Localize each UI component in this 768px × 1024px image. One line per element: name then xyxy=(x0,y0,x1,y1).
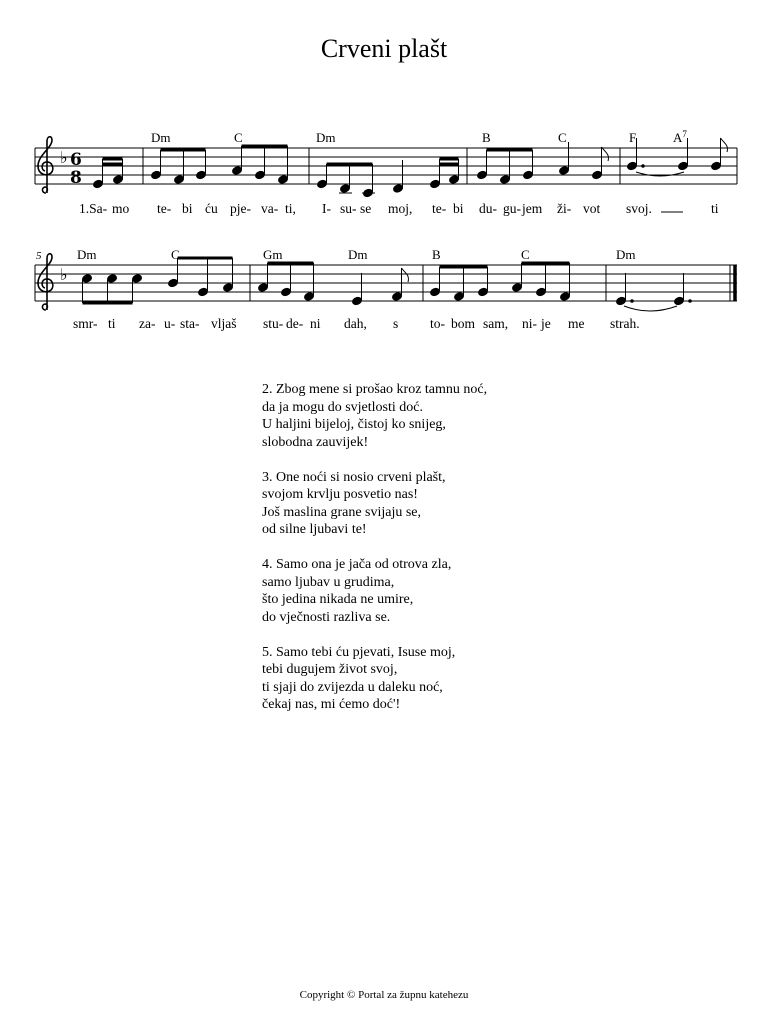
lyric-syllable: va- xyxy=(261,201,279,216)
verse-line: ti sjaji do zvijezda u daleku noć, xyxy=(262,679,443,695)
chord: Dm xyxy=(348,247,368,262)
lyric-syllable: za- xyxy=(139,316,156,331)
lyric-syllable: su- xyxy=(340,201,357,216)
chord: Dm xyxy=(151,130,171,145)
verse-line: U haljini bijeloj, čistoj ko snijeg, xyxy=(262,417,446,432)
copyright-notice: Copyright © Portal za župnu katehezu xyxy=(299,989,469,1001)
lyric-syllable: jem xyxy=(522,201,543,216)
sheet-music xyxy=(0,0,768,360)
lyric-syllable: ti xyxy=(711,201,719,216)
lyric-syllable: to- xyxy=(430,316,445,331)
lyric-syllable: bi xyxy=(453,201,464,216)
lyric-syllable: stu- xyxy=(263,316,284,331)
chord: B xyxy=(432,247,441,262)
lyric-syllable: du- xyxy=(479,201,497,216)
lyric-syllable: ni xyxy=(310,316,321,331)
chord: $A^7$ xyxy=(673,129,687,145)
lyric-syllable: vljaš xyxy=(211,316,237,331)
lyric-syllable: ni- xyxy=(522,316,537,331)
lyric-syllable: mo xyxy=(112,201,130,216)
verse-line: čekaj nas, mi ćemo doć'! xyxy=(262,697,401,712)
verse-line: do vječnosti razliva se. xyxy=(262,609,391,625)
chord: C xyxy=(171,247,180,262)
verse-line: 3. One noći si nosio crveni plašt, xyxy=(262,469,446,485)
lyric-syllable: je xyxy=(541,316,551,331)
lyric-syllable: me xyxy=(568,316,585,331)
notes-system-1 xyxy=(93,138,728,198)
verse-line: samo ljubav u grudima, xyxy=(262,574,395,590)
chord: C xyxy=(521,247,530,262)
staff-system-2 xyxy=(35,247,737,331)
lyric-syllable: bom xyxy=(451,316,476,331)
flat-icon: ♭ xyxy=(60,148,68,167)
lyrics-system-1 xyxy=(79,201,719,216)
verse-line: slobodna zauvijek! xyxy=(262,434,369,450)
time-signature-top: 6 xyxy=(70,150,82,170)
verse-line: svojom krvlju posvetio nas! xyxy=(262,487,418,502)
verse-3 xyxy=(262,469,487,539)
lyric-syllable: ži- xyxy=(557,201,572,216)
notes-system-2 xyxy=(82,258,692,311)
chord: C xyxy=(234,130,243,145)
lyric-syllable: bi xyxy=(182,201,193,216)
verses xyxy=(262,381,487,731)
lyric-syllable: 1.Sa- xyxy=(79,201,108,216)
lyric-syllable: ti, xyxy=(285,201,296,216)
lyric-syllable: I- xyxy=(322,201,331,216)
verse-2 xyxy=(262,381,487,451)
verse-4 xyxy=(262,556,487,626)
lyrics-system-2 xyxy=(73,316,640,331)
verse-line: od silne ljubavi te! xyxy=(262,522,367,537)
verse-line: 5. Samo tebi ću pjevati, Isuse moj, xyxy=(262,644,456,660)
verse-line: Još maslina grane svijaju se, xyxy=(262,504,422,520)
chord: B xyxy=(482,130,491,145)
lyric-syllable: pje- xyxy=(230,201,251,216)
treble-clef-icon xyxy=(38,137,53,193)
lyric-syllable: s xyxy=(393,316,399,331)
lyric-syllable: ti xyxy=(108,316,116,331)
lyric-syllable: ću xyxy=(205,201,218,216)
lyric-syllable: dah, xyxy=(344,316,367,331)
lyric-syllable: te- xyxy=(157,201,172,216)
lyric-syllable: gu- xyxy=(503,201,521,216)
staff-system-1 xyxy=(35,129,737,216)
verse-5 xyxy=(262,644,487,714)
chord: C xyxy=(558,130,567,145)
lyric-syllable: vot xyxy=(583,201,601,216)
lyric-syllable: se xyxy=(360,201,372,216)
chord: Dm xyxy=(616,247,636,262)
lyric-syllable: u- xyxy=(164,316,176,331)
chord: Dm xyxy=(316,130,336,145)
verse-line: tebi dugujem život svoj, xyxy=(262,662,398,677)
verse-line: da ja mogu do svjetlosti doć. xyxy=(262,399,423,415)
chord: Dm xyxy=(77,247,97,262)
verse-line: 4. Samo ona je jača od otrova zla, xyxy=(262,557,452,572)
lyric-syllable: sam, xyxy=(483,316,509,331)
page-title: Crveni plašt xyxy=(320,34,448,63)
lyric-syllable: moj, xyxy=(388,201,413,216)
chord: Gm xyxy=(263,247,283,262)
measure-number: 5 xyxy=(36,250,42,262)
lyric-syllable: te- xyxy=(432,201,447,216)
time-signature-bottom: 8 xyxy=(70,168,82,188)
chord: F xyxy=(629,130,637,145)
verse-line: što jedina nikada ne umire, xyxy=(262,592,414,607)
flat-icon: ♭ xyxy=(60,265,68,284)
lyric-syllable: sta- xyxy=(180,316,200,331)
staff-lines xyxy=(35,265,737,301)
lyric-syllable: strah. xyxy=(610,316,640,331)
treble-clef-icon xyxy=(38,254,53,310)
lyric-syllable: svoj. xyxy=(626,201,652,216)
verse-line: 2. Zbog mene si prošao kroz tamnu noć, xyxy=(262,382,488,397)
lyric-syllable: smr- xyxy=(73,316,98,331)
lyric-syllable: de- xyxy=(286,316,304,331)
